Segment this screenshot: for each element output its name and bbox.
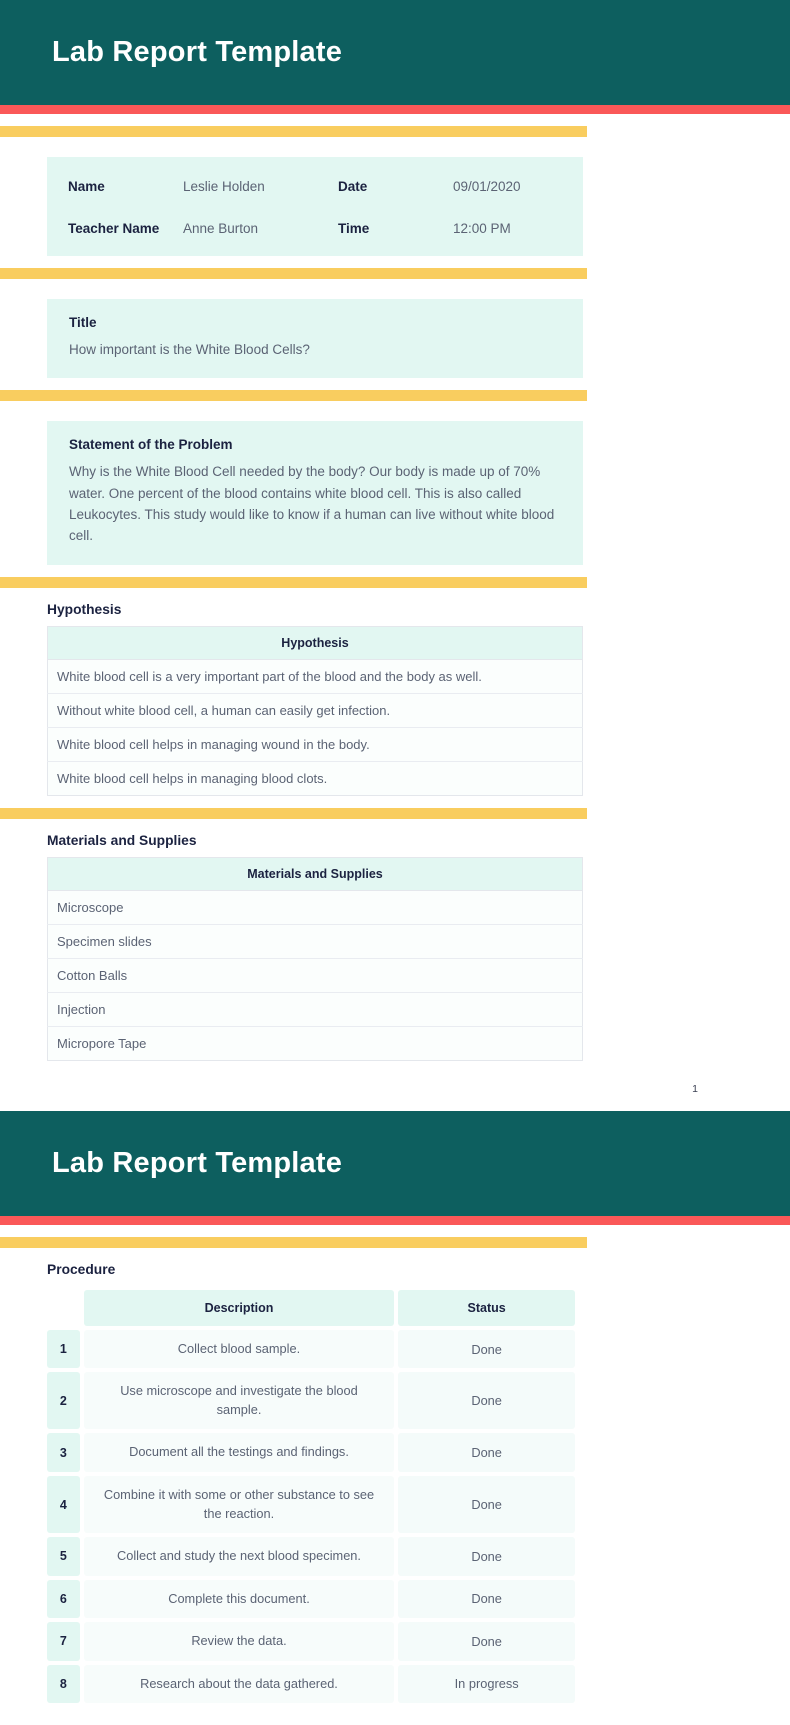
page1-banner — [0, 0, 790, 105]
yellow-divider-hypothesis — [0, 577, 587, 588]
procedure-step-number: 4 — [47, 1476, 80, 1533]
table-row — [47, 1433, 575, 1472]
procedure-description-cell: Complete this document. — [84, 1580, 395, 1619]
page2-coral-rule — [0, 1216, 790, 1225]
procedure-step-number: 7 — [47, 1622, 80, 1661]
yellow-divider-title — [0, 268, 587, 279]
table-row — [48, 924, 583, 958]
yellow-divider-info — [0, 126, 587, 137]
procedure-step-number: 2 — [47, 1372, 80, 1429]
page2-bottom-spacer — [0, 1707, 790, 1725]
procedure-description-cell: Use microscope and investigate the blood sample. — [84, 1372, 395, 1429]
procedure-table — [43, 1286, 579, 1707]
procedure-status-cell: Done — [398, 1372, 575, 1429]
table-row — [48, 693, 583, 727]
name-value: Leslie Holden — [183, 179, 265, 194]
procedure-description-cell: Research about the data gathered. — [84, 1665, 395, 1704]
materials-table — [47, 857, 583, 1061]
table-row — [48, 1026, 583, 1060]
hypothesis-table — [47, 626, 583, 796]
name-label: Name — [68, 179, 105, 194]
page2-banner — [0, 1111, 790, 1216]
table-row — [47, 1372, 575, 1429]
yellow-divider-procedure — [0, 1237, 587, 1248]
teacher-name-value: Anne Burton — [183, 220, 259, 236]
time-label: Time — [338, 220, 370, 236]
table-row — [48, 890, 583, 924]
table-header-row — [48, 626, 583, 659]
table-row — [48, 992, 583, 1026]
page2-banner-title: Lab Report Template — [52, 1146, 343, 1179]
table-row — [47, 1476, 575, 1533]
materials-cell: Injection — [48, 992, 583, 1026]
hypothesis-cell: White blood cell helps in managing blood clots. — [48, 761, 583, 795]
materials-cell: Microscope — [48, 890, 583, 924]
materials-section — [47, 833, 583, 1061]
time-value: 12:00 PM — [453, 220, 511, 236]
title-panel-heading: Title — [69, 315, 97, 331]
procedure-step-number: 6 — [47, 1580, 80, 1619]
yellow-divider-materials — [0, 808, 587, 819]
student-info-grid — [47, 177, 583, 238]
title-panel-text: How important is the White Blood Cells? — [69, 342, 310, 358]
table-row — [47, 1537, 575, 1576]
procedure-description-header: Description — [84, 1290, 395, 1326]
hypothesis-cell: Without white blood cell, a human can easily get infection. — [48, 693, 583, 727]
hypothesis-heading: Hypothesis — [47, 601, 122, 617]
table-row — [47, 1665, 575, 1704]
page1-coral-rule — [0, 105, 790, 114]
problem-panel-text: Why is the White Blood Cell needed by the body? Our body is made up of 70% water. One percent of the blood contains white blood cell. This is also called Leukocytes. This study would like to know if a human can live without white blood cell. — [69, 464, 555, 544]
teacher-name-label: Teacher Name — [68, 220, 160, 236]
procedure-status-cell: Done — [398, 1537, 575, 1576]
procedure-description-cell: Review the data. — [84, 1622, 395, 1661]
procedure-heading: Procedure — [47, 1261, 116, 1277]
page1-banner-title: Lab Report Template — [52, 36, 343, 68]
document-page-2 — [0, 1111, 790, 1725]
procedure-status-cell: Done — [398, 1580, 575, 1619]
procedure-step-number: 8 — [47, 1665, 80, 1704]
procedure-description-cell: Collect blood sample. — [84, 1330, 395, 1369]
hypothesis-cell: White blood cell helps in managing wound in the body. — [48, 727, 583, 761]
materials-heading: Materials and Supplies — [47, 832, 197, 848]
hypothesis-cell: White blood cell is a very important part of the blood and the body as well. — [48, 659, 583, 693]
hypothesis-section — [47, 602, 583, 796]
table-row — [48, 659, 583, 693]
table-row — [47, 1330, 575, 1369]
page-number-1: 1 — [692, 1082, 698, 1095]
table-header-row — [47, 1290, 575, 1326]
materials-cell: Specimen slides — [48, 924, 583, 958]
yellow-divider-problem — [0, 390, 587, 401]
materials-cell: Cotton Balls — [48, 958, 583, 992]
procedure-status-cell: Done — [398, 1433, 575, 1472]
table-row — [48, 727, 583, 761]
procedure-description-cell: Combine it with some or other substance to see the reaction. — [84, 1476, 395, 1533]
procedure-step-number: 3 — [47, 1433, 80, 1472]
procedure-description-cell: Document all the testings and findings. — [84, 1433, 395, 1472]
procedure-status-cell: Done — [398, 1476, 575, 1533]
date-label: Date — [338, 179, 368, 194]
procedure-step-number: 1 — [47, 1330, 80, 1369]
procedure-step-number: 5 — [47, 1537, 80, 1576]
table-row — [47, 1580, 575, 1619]
procedure-status-header: Status — [398, 1290, 575, 1326]
table-header-row — [48, 857, 583, 890]
date-value: 09/01/2020 — [453, 179, 521, 194]
procedure-number-column-header — [47, 1290, 80, 1326]
materials-cell: Micropore Tape — [48, 1026, 583, 1060]
title-panel — [47, 299, 583, 378]
procedure-description-cell: Collect and study the next blood specimen. — [84, 1537, 395, 1576]
table-row — [48, 958, 583, 992]
procedure-section — [47, 1262, 583, 1707]
hypothesis-column-header: Hypothesis — [48, 626, 583, 659]
student-info-box — [47, 157, 583, 256]
table-row — [47, 1622, 575, 1661]
problem-panel — [47, 421, 583, 564]
table-row — [48, 761, 583, 795]
procedure-status-cell: In progress — [398, 1665, 575, 1704]
procedure-status-cell: Done — [398, 1330, 575, 1369]
materials-column-header: Materials and Supplies — [48, 857, 583, 890]
procedure-status-cell: Done — [398, 1622, 575, 1661]
problem-panel-heading: Statement of the Problem — [69, 437, 233, 453]
